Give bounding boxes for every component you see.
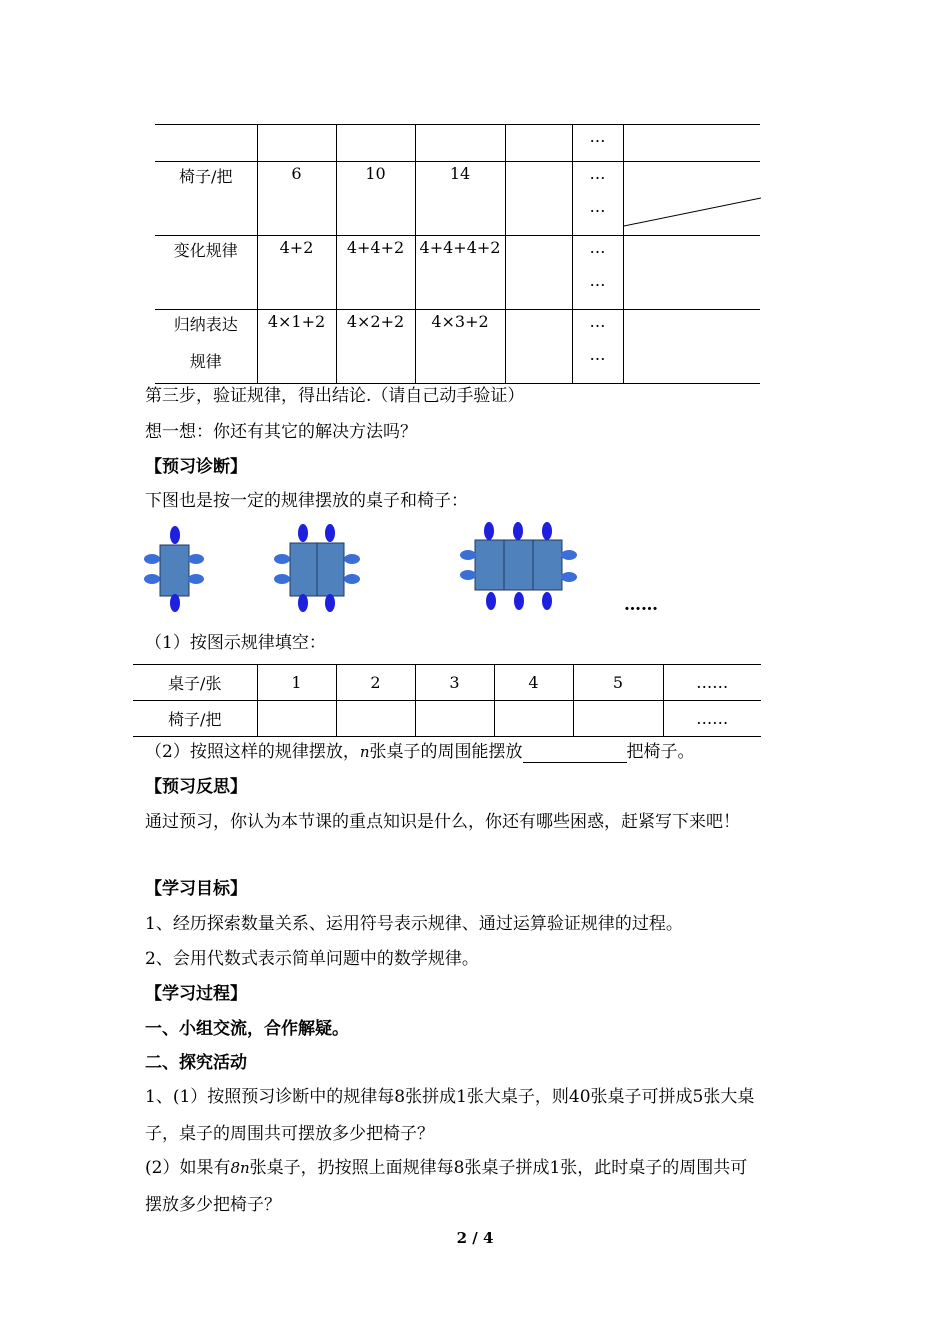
section-process: 【学习过程】 xyxy=(145,984,247,1004)
chair-icon xyxy=(542,592,552,610)
chair-icon xyxy=(298,524,308,542)
table-row: 椅子/把 …… xyxy=(133,701,761,737)
pattern-table xyxy=(155,124,760,384)
chair-icon xyxy=(144,574,160,584)
chair-icon xyxy=(298,594,308,612)
chair-icon xyxy=(514,592,524,610)
activity-1-line-1: 1、(1）按照预习诊断中的规律每8张拼成1张大桌子，则40张桌子可拼成5张大桌 xyxy=(145,1087,755,1107)
chair-icon xyxy=(460,570,476,580)
table-rect xyxy=(317,543,344,596)
chair-icon xyxy=(170,594,180,612)
question-2: （2）按照这样的规律摆放，n张桌子的周围能摆放 把椅子。 xyxy=(145,742,695,762)
table-rect xyxy=(290,543,317,596)
chair-icon xyxy=(513,522,523,540)
section-diagnosis: 【预习诊断】 xyxy=(145,457,247,477)
chair-icon xyxy=(144,554,160,564)
tables-chairs-figure xyxy=(135,515,695,620)
table-group-3 xyxy=(460,522,577,610)
chair-icon xyxy=(188,574,204,584)
question-1: （1）按图示规律填空： xyxy=(145,633,326,653)
table-group-1 xyxy=(144,526,204,612)
table-group-2 xyxy=(274,524,360,612)
chair-icon xyxy=(484,522,494,540)
goal-2: 2、会用代数式表示简单问题中的数学规律。 xyxy=(145,949,479,969)
table-row: 椅子/把 6 10 14 … … xyxy=(155,162,760,236)
chair-icon xyxy=(561,572,577,582)
table-rect xyxy=(475,540,504,590)
chair-icon xyxy=(460,550,476,560)
goal-1: 1、经历探索数量关系、运用符号表示规律、通过运算验证规律的过程。 xyxy=(145,914,683,934)
part-1-heading: 一、小组交流，合作解疑。 xyxy=(145,1019,349,1039)
diagonal-line xyxy=(624,162,761,236)
section-reflection: 【预习反思】 xyxy=(145,777,247,797)
step3-text: 第三步，验证规律，得出结论.（请自己动手验证） xyxy=(145,386,525,406)
answer-cell[interactable] xyxy=(336,701,415,737)
chair-icon xyxy=(274,554,290,564)
chair-icon xyxy=(561,550,577,560)
chair-icon xyxy=(344,574,360,584)
diagonal-cell xyxy=(623,162,760,236)
chair-icon xyxy=(486,592,496,610)
fill-table xyxy=(133,664,761,737)
table-rect xyxy=(160,545,189,596)
chair-icon xyxy=(274,574,290,584)
activity-2-line-1: (2）如果有8n张桌子，扔按照上面规律每8张桌子拼成1张，此时桌子的周围共可 xyxy=(145,1158,748,1178)
chair-icon xyxy=(542,522,552,540)
table-rect xyxy=(504,540,533,590)
diagnosis-intro: 下图也是按一定的规律摆放的桌子和椅子： xyxy=(145,491,468,511)
table-rect xyxy=(533,540,562,590)
page-number: 2 / 4 xyxy=(456,1229,494,1247)
table-row: 变化规律 4+2 4+4+2 4+4+4+2 … … xyxy=(155,236,760,310)
answer-blank[interactable] xyxy=(523,744,627,763)
table-row: 桌子/张 1 2 3 4 5 …… xyxy=(133,665,761,701)
answer-cell[interactable] xyxy=(415,701,494,737)
chair-icon xyxy=(325,524,335,542)
chair-icon xyxy=(325,594,335,612)
answer-cell[interactable] xyxy=(494,701,573,737)
activity-1-line-2: 子，桌子的周围共可摆放多少把椅子？ xyxy=(145,1124,434,1144)
table-row: 归纳表达 规律 4×1+2 4×2+2 4×3+2 … … xyxy=(155,310,760,384)
answer-cell[interactable] xyxy=(573,701,663,737)
part-2-heading: 二、探究活动 xyxy=(145,1053,247,1073)
section-goals: 【学习目标】 xyxy=(145,879,247,899)
figure-ellipsis: …… xyxy=(624,595,658,615)
activity-2-line-2: 摆放多少把椅子？ xyxy=(145,1195,281,1215)
chair-icon xyxy=(188,554,204,564)
chair-icon xyxy=(344,554,360,564)
think-text: 想一想：你还有其它的解决方法吗？ xyxy=(145,422,417,442)
table-row: … xyxy=(155,125,760,162)
answer-cell[interactable] xyxy=(257,701,336,737)
chair-icon xyxy=(170,526,180,544)
reflection-text: 通过预习，你认为本节课的重点知识是什么，你还有哪些困惑，赶紧写下来吧！ xyxy=(145,812,740,832)
